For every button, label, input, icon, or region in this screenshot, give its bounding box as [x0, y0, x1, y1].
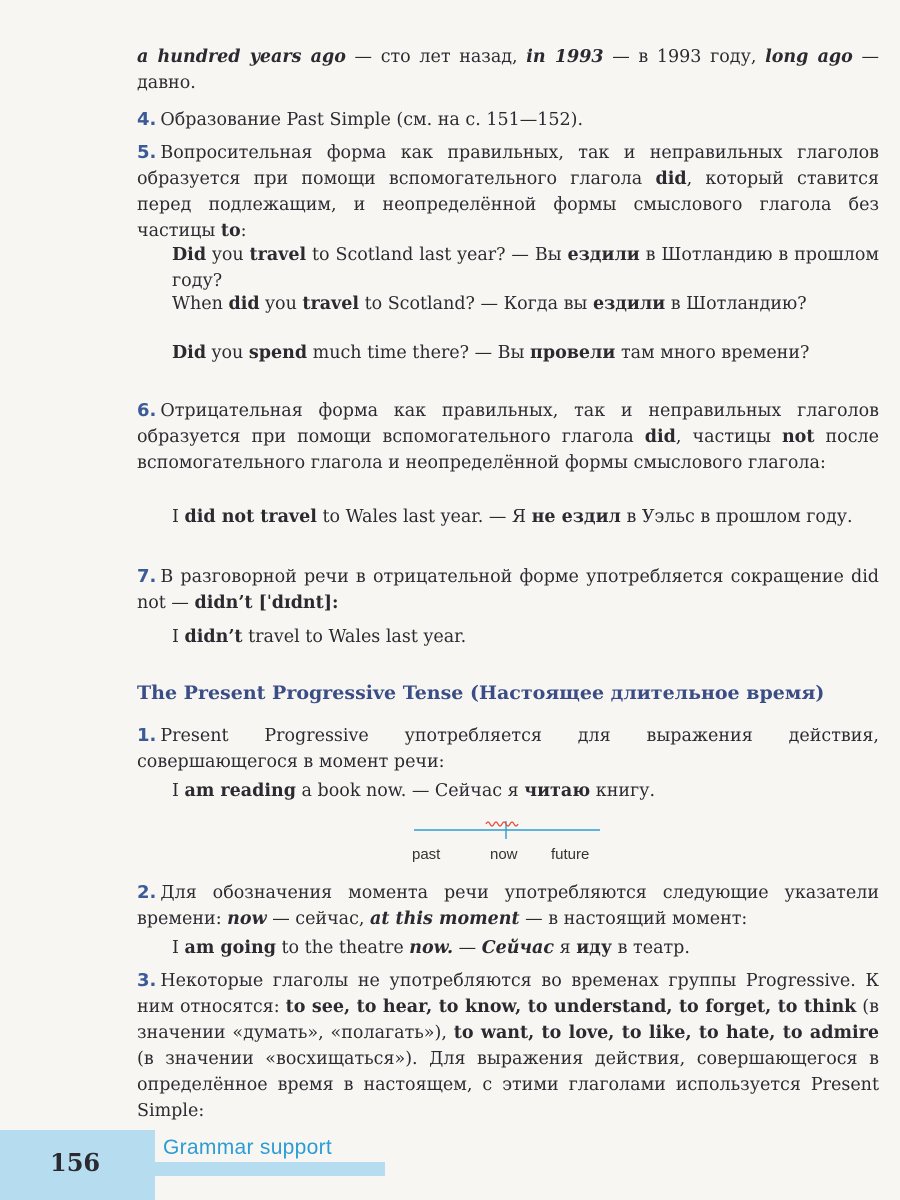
- example-text: I: [172, 781, 185, 801]
- example-text: much time there? — Вы: [307, 343, 531, 363]
- example-text: to Wales last year. — Я: [316, 507, 532, 527]
- keyword: travel: [249, 245, 307, 265]
- keyword: ездили: [592, 294, 666, 314]
- keyword: читаю: [524, 781, 591, 801]
- keyword: am going: [184, 938, 276, 958]
- rule-text: , который ставится перед подлежащим, и неопределённой формы смыслового глагола без частицы: [137, 169, 879, 241]
- intro-paragraph: [137, 44, 879, 96]
- rule-text: Для обозначения момента речи употребляются следующие указатели времени:: [137, 883, 879, 929]
- rule-number: 4.: [137, 109, 157, 130]
- example-6-1: [172, 504, 879, 530]
- example-text: I: [172, 627, 185, 647]
- transcription: [ˈdɪdnt]:: [252, 593, 339, 613]
- intro-text: — давно.: [137, 47, 880, 93]
- example-text: я: [554, 938, 577, 958]
- example-text: там много времени?: [615, 343, 810, 363]
- pp-rule-item-3: [137, 968, 879, 1124]
- example-text: you: [206, 343, 249, 363]
- keyword: at this moment: [370, 909, 520, 929]
- phrase-long-ago: long ago: [765, 47, 853, 67]
- timeline-diagram: [408, 812, 608, 868]
- keyword: did: [228, 294, 260, 314]
- rule-number: 3.: [137, 970, 157, 991]
- rule-item-6: [137, 398, 879, 476]
- example-text: I: [172, 507, 185, 527]
- rule-text: (в значении «восхищаться»). Для выражения действия, совершающегося в определённое время в настоящем, с этими глаголами используется Present Simple:: [137, 1049, 879, 1121]
- keyword: Сейчас: [481, 938, 555, 958]
- example-text: to Scotland last year? — Вы: [306, 245, 568, 265]
- rule-text: — в настоящий момент:: [519, 909, 748, 929]
- rule-text: , частицы: [675, 427, 782, 447]
- rule-item-7: [137, 564, 879, 616]
- keyword: did not travel: [184, 507, 317, 527]
- example-5-1: [172, 242, 879, 294]
- keyword: ездили: [567, 245, 640, 265]
- example-text: you: [206, 245, 250, 265]
- keyword: did: [644, 427, 676, 447]
- keyword: didn’t: [194, 593, 253, 613]
- page-number: 156: [50, 1148, 101, 1177]
- rule-text: Образование Past Simple (см. на с. 151—152).: [160, 110, 584, 130]
- example-pp-1: [172, 778, 879, 804]
- phrase-in-1993: in 1993: [526, 47, 604, 67]
- keyword: не ездил: [531, 507, 621, 527]
- keyword: now.: [409, 938, 454, 958]
- example-text: a book now. — Сейчас я: [295, 781, 525, 801]
- keyword: didn’t: [184, 627, 243, 647]
- keyword: not: [781, 427, 815, 447]
- example-text: When: [172, 294, 229, 314]
- example-7-1: [172, 624, 879, 650]
- keyword: иду: [576, 938, 613, 958]
- example-text: книгу.: [590, 781, 656, 801]
- pp-rule-item-1: [137, 723, 879, 775]
- keyword: провели: [530, 343, 616, 363]
- keyword: am reading: [184, 781, 296, 801]
- now-wave-mark: [486, 822, 518, 826]
- intro-text: — в 1993 году,: [603, 47, 766, 67]
- example-text: —: [453, 938, 482, 958]
- rule-text: Present Progressive употребляется для выражения действия, совершающегося в момент речи:: [137, 726, 879, 772]
- section-heading: The Present Progressive Tense (Настоящее длительное время): [137, 682, 825, 704]
- label-future: future: [551, 846, 590, 863]
- keyword: travel: [302, 294, 359, 314]
- pp-rule-item-2: [137, 880, 879, 932]
- example-text: travel to Wales last year.: [242, 627, 467, 647]
- example-5-2: [172, 291, 879, 317]
- rule-text: Вопросительная форма как правильных, так и неправильных глаголов образуется при помощи вспомогательного глагола: [137, 143, 879, 189]
- rule-item-5: [137, 140, 879, 244]
- rule-text: (в значении «думать», «полагать»),: [137, 997, 879, 1043]
- rule-number: 5.: [137, 142, 157, 163]
- rule-number: 7.: [137, 566, 157, 587]
- keyword: did: [655, 169, 687, 189]
- phrase-hundred-years-ago: a hundred years ago: [137, 47, 346, 67]
- rule-item-4: [137, 107, 879, 133]
- rule-number: 1.: [137, 725, 157, 746]
- keyword: Did: [172, 343, 207, 363]
- example-text: в Шотландию в прошлом году?: [172, 245, 880, 291]
- example-text: в Шотландию?: [665, 294, 807, 314]
- rule-text: после вспомогательного глагола и неопределённой формы смыслового глагола:: [137, 427, 879, 473]
- rule-text: :: [240, 221, 247, 241]
- keyword: to want, to love, to like, to hate, to admire: [453, 1023, 879, 1043]
- rule-text: Некоторые глаголы не употребляются во временах группы Progressive. К ним относятся:: [137, 971, 879, 1017]
- example-text: you: [259, 294, 303, 314]
- footer-section-title: Grammar support: [163, 1136, 333, 1159]
- footer-strip: [155, 1162, 385, 1176]
- keyword: to: [220, 221, 241, 241]
- rule-number: 6.: [137, 400, 157, 421]
- rule-text: В разговорной речи в отрицательной форме употребляется сокращение did not —: [137, 567, 879, 613]
- example-text: в театр.: [612, 938, 690, 958]
- rule-text: Отрицательная форма как правильных, так и неправильных глаголов образуется при помощи вспомогательного глагола: [137, 401, 879, 447]
- keyword: now: [227, 909, 267, 929]
- example-text: в Уэльс в прошлом году.: [620, 507, 853, 527]
- rule-number: 2.: [137, 882, 157, 903]
- rule-text: — сейчас,: [266, 909, 371, 929]
- example-pp-2: [172, 935, 879, 961]
- label-now: now: [490, 846, 518, 863]
- keyword: spend: [248, 343, 308, 363]
- example-text: I: [172, 938, 185, 958]
- example-5-3: [172, 340, 879, 366]
- keyword: to see, to hear, to know, to understand, to forget, to think: [285, 997, 857, 1017]
- intro-text: — сто лет назад,: [345, 47, 527, 67]
- example-text: to the theatre: [275, 938, 410, 958]
- example-text: to Scotland? — Когда вы: [359, 294, 593, 314]
- label-past: past: [412, 846, 441, 863]
- keyword: Did: [172, 245, 207, 265]
